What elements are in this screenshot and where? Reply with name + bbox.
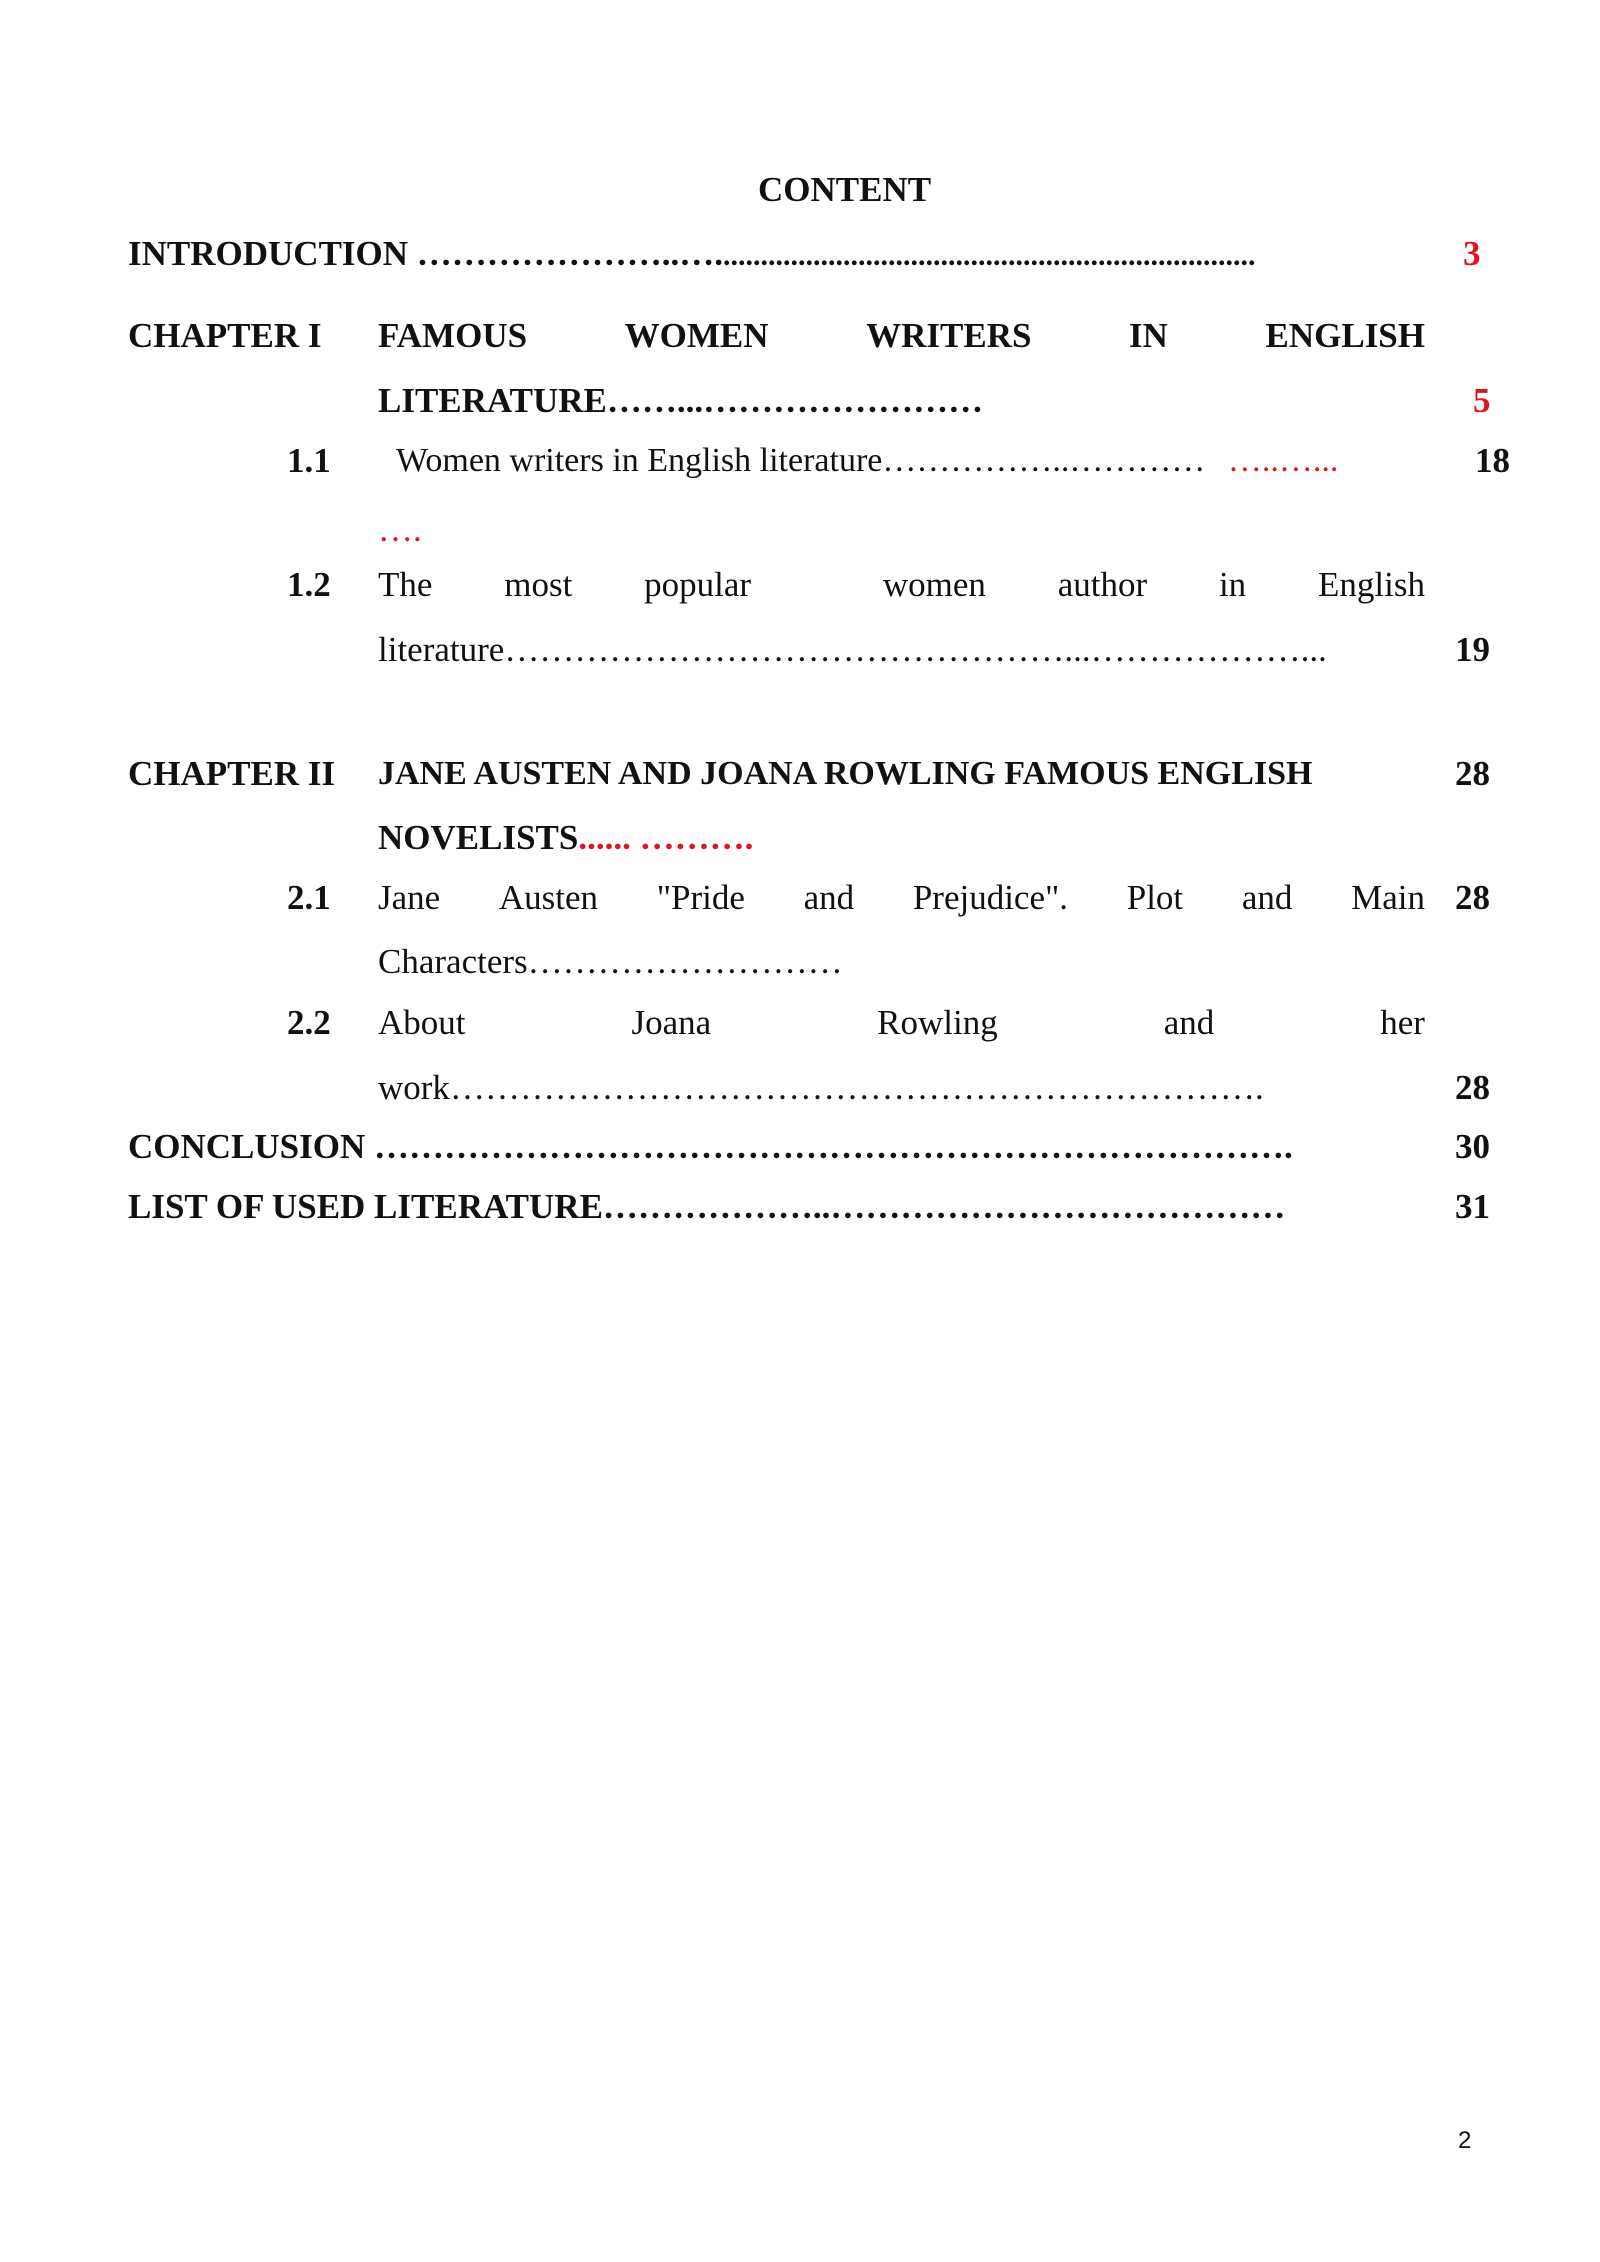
section-2-2-number: 2.2 [287,1003,331,1042]
section-2-1-title-line1: Jane Austen "Pride and Prejudice". Plot and Main [378,878,1425,917]
toc-leader: ……………………………………………………………………. [365,1127,1293,1166]
section-1-2-number: 1.2 [287,565,331,604]
toc-page-conclusion: 30 [1455,1127,1490,1166]
chapter-1-label: CHAPTER I [128,316,322,355]
toc-entry-introduction [128,234,1256,276]
section-1-2-title-line1: The most popular women author in English [378,565,1425,604]
toc-leader: ....................................................................... [723,239,1256,272]
toc-leader: …………………..…. [408,234,724,273]
chapter-2-title-line1: JANE AUSTEN AND JOANA ROWLING FAMOUS ENGLISH [378,755,1313,792]
chapter-1-title-line1: FAMOUS WOMEN WRITERS IN ENGLISH [378,316,1425,355]
toc-leader-red-continued: …. [378,510,422,549]
toc-leader: ……………..………… [882,442,1206,479]
section-1-1-title: Women writers in English literature……………..………… …..…... [396,442,1339,479]
toc-leader: …………………………………………...………………... [504,630,1327,669]
toc-page-chapter-1: 5 [1473,381,1491,420]
toc-leader: ……...…………………… [606,381,984,420]
toc-page-section-1-1: 18 [1475,441,1510,480]
section-2-1-title-line2: Characters……………………… [378,942,843,981]
toc-entry-literature [128,1187,1285,1227]
toc-page-chapter-2: 28 [1455,754,1490,793]
toc-page-section-1-2: 19 [1455,630,1490,669]
toc-leader: ………………..………………………………… [602,1187,1286,1226]
toc-entry-conclusion [128,1127,1293,1167]
toc-page-introduction: 3 [1463,234,1481,273]
section-2-2-title-line1: About Joana Rowling and her [378,1003,1425,1042]
page-title: CONTENT [758,170,932,209]
chapter-2-title-line2: NOVELISTS...... ………. [378,818,754,857]
toc-label: CONCLUSION [128,1127,366,1166]
section-2-1-number: 2.1 [287,878,331,917]
chapter-2-label: CHAPTER II [128,754,336,793]
toc-label: LIST OF USED LITERATURE [128,1187,603,1226]
toc-label: INTRODUCTION [128,234,409,273]
toc-page-section-2-2: 28 [1455,1068,1490,1107]
chapter-1-title-line2: LITERATURE……...…………………… [378,381,984,420]
toc-leader-red: ...... ………. [578,818,754,857]
page-number: 2 [1458,2127,1472,2154]
toc-page-literature: 31 [1455,1187,1490,1226]
section-1-1-number: 1.1 [287,441,331,480]
section-2-2-title-line2: work……………………………………………………………. [378,1068,1264,1107]
toc-page-section-2-1: 28 [1455,878,1490,917]
toc-leader: ……………………………………………………………. [449,1068,1264,1107]
toc-leader: ……………………… [527,942,843,981]
section-1-2-title-line2: literature…………………………………………...………………... [378,630,1327,669]
toc-leader-red: …..…... [1227,442,1339,479]
